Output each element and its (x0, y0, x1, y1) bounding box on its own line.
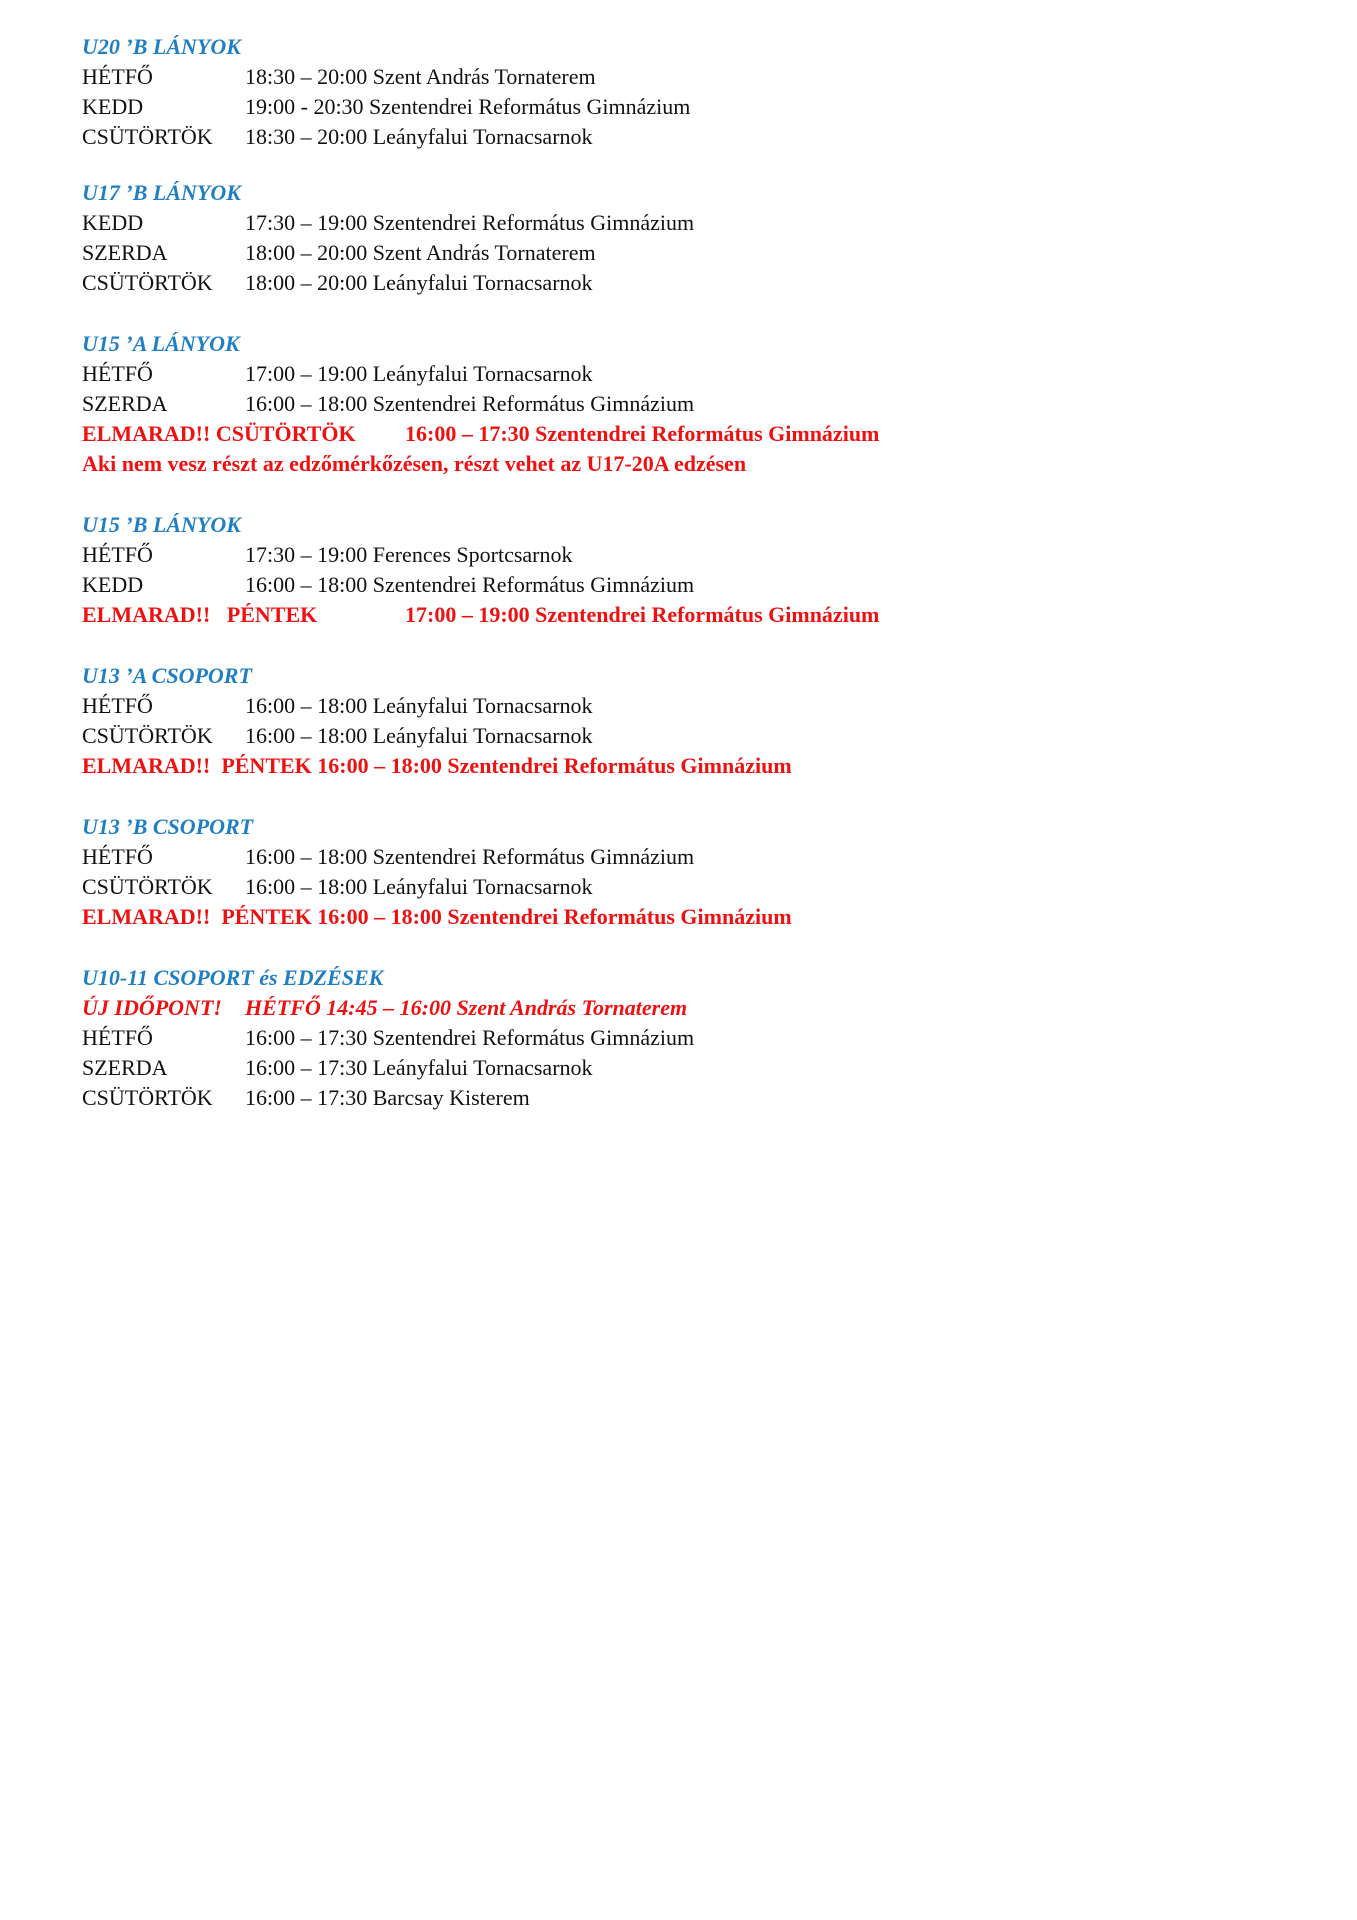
time-venue: 19:00 - 20:30 Szentendrei Református Gimnázium (245, 94, 691, 119)
section-title: U13 ’A CSOPORT (82, 663, 252, 688)
day-label: SZERDA (82, 391, 168, 416)
schedule-row (82, 92, 691, 122)
section-title: U15 ’B LÁNYOK (82, 512, 241, 537)
section-title: U10-11 CSOPORT és EDZÉSEK (82, 965, 384, 990)
schedule-row (82, 540, 573, 570)
schedule-row (82, 208, 695, 238)
time-venue: 18:00 – 20:00 Szent András Tornaterem (245, 240, 596, 265)
day-label: KEDD (82, 94, 144, 119)
schedule-row (82, 359, 593, 389)
cancel-warning: ELMARAD!! CSÜTÖRTÖK (82, 421, 356, 446)
time-venue: 18:30 – 20:00 Leányfalui Tornacsarnok (245, 124, 593, 149)
schedule-row (82, 570, 695, 600)
time-venue: 16:00 – 18:00 Leányfalui Tornacsarnok (245, 723, 593, 748)
new-time-detail: HÉTFŐ 14:45 – 16:00 Szent András Tornaterem (245, 995, 688, 1020)
day-label: CSÜTÖRTÖK (82, 124, 213, 149)
cancelled-session: ELMARAD!! PÉNTEK 16:00 – 18:00 Szentendrei Református Gimnázium (82, 753, 792, 778)
time-venue: 16:00 – 18:00 Leányfalui Tornacsarnok (245, 874, 593, 899)
time-venue: 16:00 – 18:00 Leányfalui Tornacsarnok (245, 693, 593, 718)
time-venue: 16:00 – 18:00 Szentendrei Református Gimnázium (245, 391, 695, 416)
day-label: HÉTFŐ (82, 844, 153, 869)
schedule-row (82, 268, 593, 298)
day-label: CSÜTÖRTÖK (82, 874, 213, 899)
schedule-row (82, 389, 695, 419)
cancelled-session (82, 600, 880, 630)
time-venue: 17:30 – 19:00 Ferences Sportcsarnok (245, 542, 573, 567)
day-label: SZERDA (82, 240, 168, 265)
schedule-row (82, 238, 596, 268)
day-label: CSÜTÖRTÖK (82, 723, 213, 748)
section-title: U15 ’A LÁNYOK (82, 331, 240, 356)
time-venue: 17:00 – 19:00 Leányfalui Tornacsarnok (245, 361, 593, 386)
schedule-row (82, 721, 593, 751)
day-label: HÉTFŐ (82, 1025, 153, 1050)
time-venue: 16:00 – 17:30 Szentendrei Református Gimnázium (245, 1025, 695, 1050)
schedule-row (82, 62, 596, 92)
cancel-detail: 16:00 – 17:30 Szentendrei Református Gimnázium (405, 421, 880, 446)
section-title: U17 ’B LÁNYOK (82, 180, 241, 205)
time-venue: 18:30 – 20:00 Szent András Tornaterem (245, 64, 596, 89)
time-venue: 16:00 – 17:30 Leányfalui Tornacsarnok (245, 1055, 593, 1080)
day-label: HÉTFŐ (82, 64, 153, 89)
day-label: HÉTFŐ (82, 542, 153, 567)
time-venue: 16:00 – 18:00 Szentendrei Református Gimnázium (245, 844, 695, 869)
day-label: SZERDA (82, 1055, 168, 1080)
day-label: KEDD (82, 210, 144, 235)
time-venue: 16:00 – 17:30 Barcsay Kisterem (245, 1085, 530, 1110)
time-venue: 16:00 – 18:00 Szentendrei Református Gimnázium (245, 572, 695, 597)
section-title: U13 ’B CSOPORT (82, 814, 254, 839)
new-time-notice (82, 993, 688, 1023)
new-time-label: ÚJ IDŐPONT! (82, 995, 222, 1020)
schedule-row (82, 1053, 593, 1083)
schedule-row (82, 1023, 695, 1053)
day-label: CSÜTÖRTÖK (82, 270, 213, 295)
notice-text: Aki nem vesz részt az edzőmérkőzésen, részt vehet az U17-20A edzésen (82, 451, 747, 476)
day-label: CSÜTÖRTÖK (82, 1085, 213, 1110)
time-venue: 17:30 – 19:00 Szentendrei Református Gimnázium (245, 210, 695, 235)
day-label: HÉTFŐ (82, 693, 153, 718)
schedule-row (82, 691, 593, 721)
schedule-row (82, 872, 593, 902)
section-title: U20 ’B LÁNYOK (82, 34, 241, 59)
schedule-row (82, 842, 695, 872)
cancelled-session (82, 419, 880, 449)
day-label: HÉTFŐ (82, 361, 153, 386)
cancelled-session: ELMARAD!! PÉNTEK 16:00 – 18:00 Szentendrei Református Gimnázium (82, 904, 792, 929)
cancel-warning: ELMARAD!! PÉNTEK (82, 602, 318, 627)
schedule-row (82, 1083, 530, 1113)
cancel-detail: 17:00 – 19:00 Szentendrei Református Gimnázium (405, 602, 880, 627)
schedule-row (82, 122, 593, 152)
time-venue: 18:00 – 20:00 Leányfalui Tornacsarnok (245, 270, 593, 295)
day-label: KEDD (82, 572, 144, 597)
